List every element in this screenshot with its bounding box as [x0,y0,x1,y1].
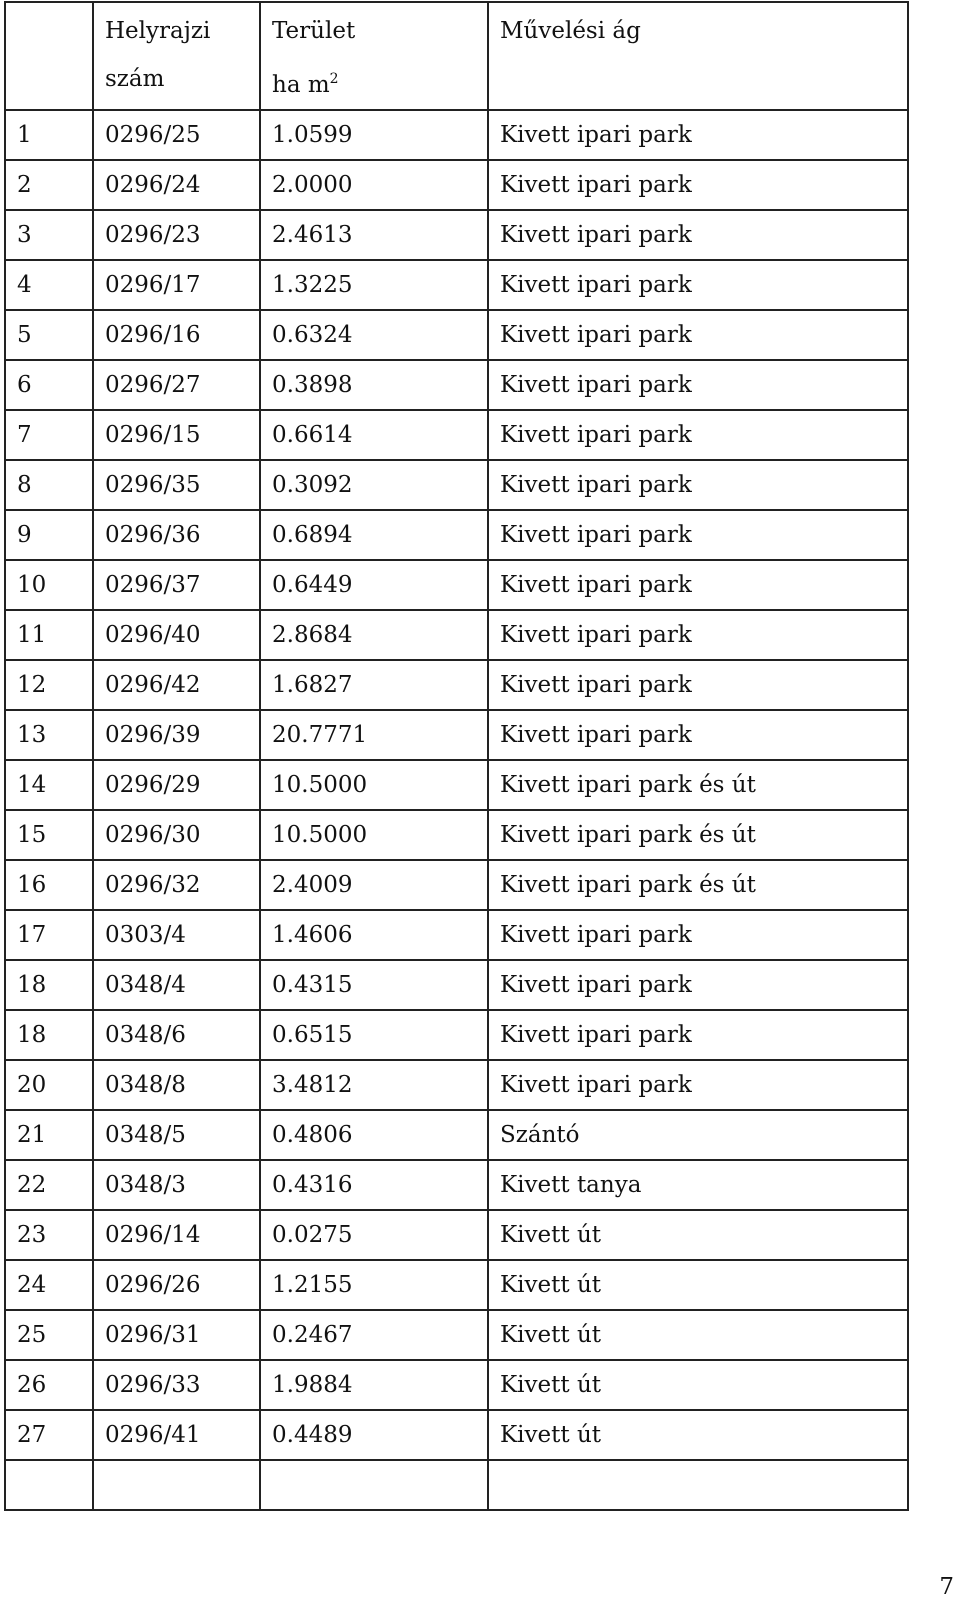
area-cell: 10.5000 [260,810,488,860]
cultivation-branch-cell: Kivett ipari park [488,910,908,960]
header-area-line1: Terület [272,18,356,44]
cultivation-branch-cell: Kivett ipari park [488,360,908,410]
table-row [5,760,908,810]
row-index-cell: 18 [5,1010,93,1060]
page-number: 7 [939,1574,954,1600]
area-cell: 1.6827 [260,660,488,710]
table-row [5,1160,908,1210]
parcel-number-cell: 0296/37 [93,560,260,610]
table-row [5,1110,908,1160]
row-index-cell: 23 [5,1210,93,1260]
area-cell: 2.8684 [260,610,488,660]
table-row [5,410,908,460]
parcel-number-cell: 0296/23 [93,210,260,260]
cultivation-branch-cell: Kivett ipari park és út [488,860,908,910]
empty-table-row [5,1460,908,1510]
row-index-cell: 10 [5,560,93,610]
table-row [5,1360,908,1410]
area-cell: 1.0599 [260,110,488,160]
row-index-cell: 7 [5,410,93,460]
table-row [5,510,908,560]
row-index-cell: 16 [5,860,93,910]
parcel-number-cell: 0296/15 [93,410,260,460]
table-header-row [5,2,908,110]
cultivation-branch-cell: Kivett ipari park [488,510,908,560]
area-cell: 0.4315 [260,960,488,1010]
row-index-cell: 17 [5,910,93,960]
header-parcel-number-line2: szám [105,66,165,92]
row-index-cell: 3 [5,210,93,260]
area-cell: 2.4613 [260,210,488,260]
empty-cell [93,1460,260,1510]
area-cell: 0.3898 [260,360,488,410]
cultivation-branch-cell: Kivett ipari park [488,960,908,1010]
area-cell: 10.5000 [260,760,488,810]
table-row [5,1260,908,1310]
area-cell: 0.6894 [260,510,488,560]
area-cell: 0.2467 [260,1310,488,1360]
cultivation-branch-cell: Kivett ipari park [488,1010,908,1060]
row-index-cell: 11 [5,610,93,660]
parcel-number-cell: 0296/39 [93,710,260,760]
parcel-number-cell: 0296/17 [93,260,260,310]
land-parcel-table [4,1,909,1511]
row-index-cell: 21 [5,1110,93,1160]
area-cell: 1.3225 [260,260,488,310]
area-cell: 0.3092 [260,460,488,510]
cultivation-branch-cell: Kivett ipari park [488,160,908,210]
cultivation-branch-cell: Kivett út [488,1260,908,1310]
empty-cell [260,1460,488,1510]
table-row [5,310,908,360]
row-index-cell: 22 [5,1160,93,1210]
area-cell: 0.6515 [260,1010,488,1060]
parcel-number-cell: 0348/3 [93,1160,260,1210]
row-index-cell: 18 [5,960,93,1010]
row-index-cell: 26 [5,1360,93,1410]
parcel-number-cell: 0296/31 [93,1310,260,1360]
area-cell: 0.6614 [260,410,488,460]
row-index-cell: 15 [5,810,93,860]
header-cultivation-line1: Művelési ág [500,18,641,44]
cultivation-branch-cell: Kivett ipari park [488,260,908,310]
parcel-number-cell: 0296/32 [93,860,260,910]
header-area-line2: ha m [272,72,330,98]
area-cell: 1.9884 [260,1360,488,1410]
parcel-number-cell: 0296/24 [93,160,260,210]
table-body [5,2,908,1510]
header-parcel-number [93,2,260,110]
header-parcel-number-line1: Helyrajzi [105,18,211,44]
header-area-sup: 2 [329,71,339,87]
header-index [5,2,93,110]
parcel-number-cell: 0348/8 [93,1060,260,1110]
parcel-number-cell: 0303/4 [93,910,260,960]
parcel-number-cell: 0296/35 [93,460,260,510]
row-index-cell: 2 [5,160,93,210]
parcel-number-cell: 0348/5 [93,1110,260,1160]
row-index-cell: 5 [5,310,93,360]
table-row [5,160,908,210]
cultivation-branch-cell: Kivett út [488,1410,908,1460]
table-row [5,910,908,960]
parcel-number-cell: 0296/29 [93,760,260,810]
table-row [5,1060,908,1110]
cultivation-branch-cell: Szántó [488,1110,908,1160]
row-index-cell: 8 [5,460,93,510]
cultivation-branch-cell: Kivett ipari park és út [488,810,908,860]
row-index-cell: 14 [5,760,93,810]
parcel-number-cell: 0348/4 [93,960,260,1010]
row-index-cell: 24 [5,1260,93,1310]
cultivation-branch-cell: Kivett ipari park [488,710,908,760]
table-row [5,1410,908,1460]
cultivation-branch-cell: Kivett tanya [488,1160,908,1210]
header-cultivation [488,2,908,110]
cultivation-branch-cell: Kivett ipari park [488,310,908,360]
table-row [5,110,908,160]
row-index-cell: 13 [5,710,93,760]
area-cell: 1.4606 [260,910,488,960]
area-cell: 0.0275 [260,1210,488,1260]
cultivation-branch-cell: Kivett ipari park [488,560,908,610]
area-cell: 2.4009 [260,860,488,910]
row-index-cell: 6 [5,360,93,410]
empty-cell [488,1460,908,1510]
table-row [5,460,908,510]
row-index-cell: 4 [5,260,93,310]
table-row [5,1010,908,1060]
header-area [260,2,488,110]
table-row [5,210,908,260]
cultivation-branch-cell: Kivett út [488,1210,908,1260]
area-cell: 0.6324 [260,310,488,360]
cultivation-branch-cell: Kivett ipari park [488,1060,908,1110]
cultivation-branch-cell: Kivett ipari park [488,410,908,460]
cultivation-branch-cell: Kivett út [488,1310,908,1360]
parcel-number-cell: 0296/33 [93,1360,260,1410]
table-row [5,710,908,760]
area-cell: 0.4489 [260,1410,488,1460]
area-cell: 1.2155 [260,1260,488,1310]
row-index-cell: 27 [5,1410,93,1460]
table-row [5,810,908,860]
parcel-number-cell: 0296/27 [93,360,260,410]
parcel-number-cell: 0296/36 [93,510,260,560]
table-row [5,610,908,660]
area-cell: 2.0000 [260,160,488,210]
cultivation-branch-cell: Kivett ipari park [488,610,908,660]
row-index-cell: 25 [5,1310,93,1360]
row-index-cell: 20 [5,1060,93,1110]
table-row [5,260,908,310]
cultivation-branch-cell: Kivett út [488,1360,908,1410]
area-cell: 0.4806 [260,1110,488,1160]
parcel-number-cell: 0296/14 [93,1210,260,1260]
row-index-cell: 1 [5,110,93,160]
parcel-number-cell: 0296/25 [93,110,260,160]
table-row [5,1310,908,1360]
row-index-cell: 12 [5,660,93,710]
parcel-number-cell: 0296/16 [93,310,260,360]
area-cell: 0.6449 [260,560,488,610]
cultivation-branch-cell: Kivett ipari park [488,660,908,710]
table-row [5,360,908,410]
cultivation-branch-cell: Kivett ipari park [488,210,908,260]
area-cell: 3.4812 [260,1060,488,1110]
table-row [5,560,908,610]
parcel-number-cell: 0296/42 [93,660,260,710]
parcel-number-cell: 0296/41 [93,1410,260,1460]
table-row [5,860,908,910]
parcel-number-cell: 0296/40 [93,610,260,660]
cultivation-branch-cell: Kivett ipari park [488,460,908,510]
empty-cell [5,1460,93,1510]
parcel-number-cell: 0348/6 [93,1010,260,1060]
table-row [5,960,908,1010]
cultivation-branch-cell: Kivett ipari park és út [488,760,908,810]
parcel-number-cell: 0296/26 [93,1260,260,1310]
parcel-number-cell: 0296/30 [93,810,260,860]
row-index-cell: 9 [5,510,93,560]
area-cell: 20.7771 [260,710,488,760]
cultivation-branch-cell: Kivett ipari park [488,110,908,160]
table-row [5,660,908,710]
table-row [5,1210,908,1260]
area-cell: 0.4316 [260,1160,488,1210]
